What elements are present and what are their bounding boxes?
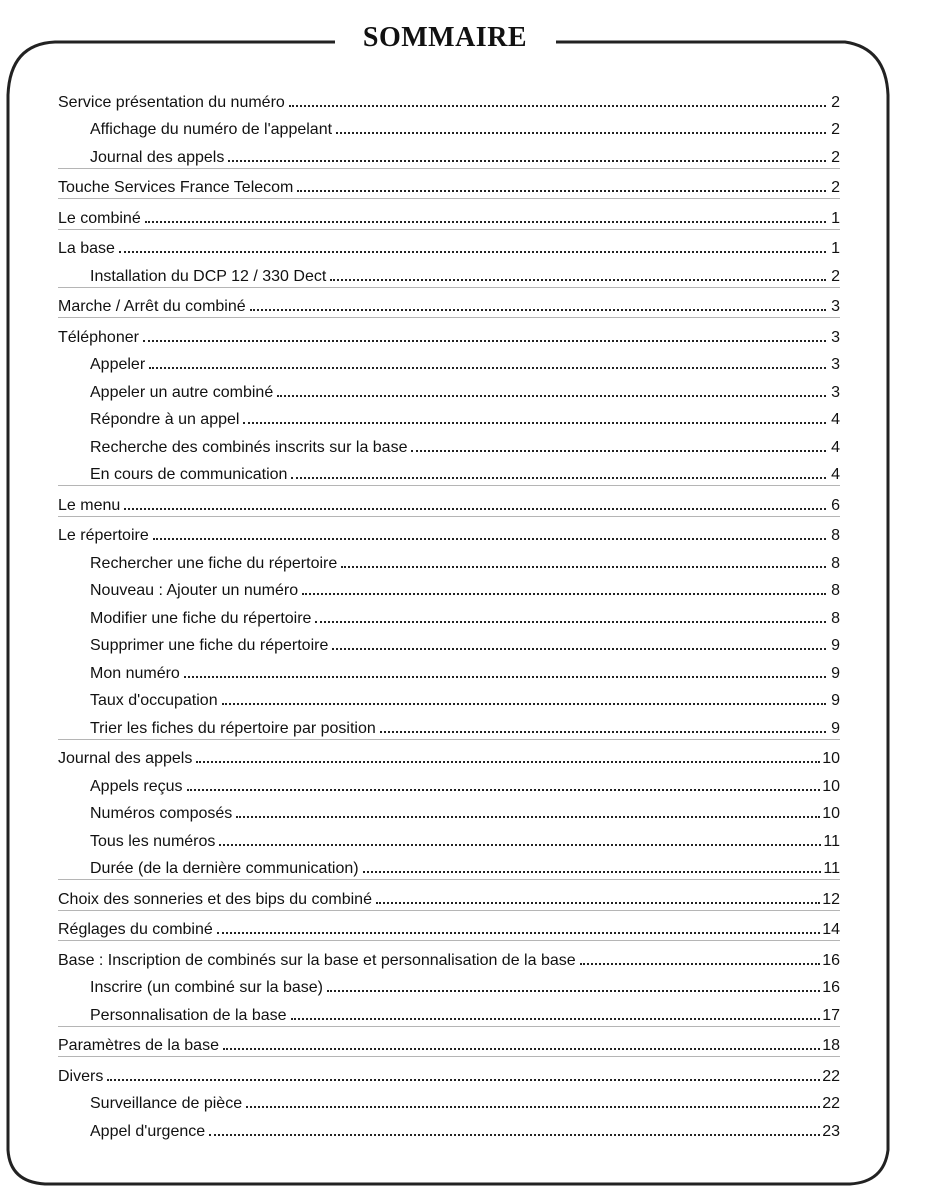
toc-entry	[58, 374, 840, 402]
toc-entry-page-number: 2	[831, 267, 840, 285]
toc-entry-label: Paramètres de la base	[58, 1037, 219, 1054]
toc-entry-page-number: 4	[831, 438, 840, 456]
dot-leader	[411, 449, 826, 452]
toc-entry-label: Journal des appels	[58, 750, 193, 767]
toc-entry	[58, 112, 840, 140]
toc-entry-page-number: 6	[831, 496, 840, 514]
dot-leader	[380, 730, 826, 733]
toc-entry	[58, 1086, 840, 1114]
toc-entry-label: Base : Inscription de combinés sur la base et personnalisation de la base	[58, 951, 576, 969]
toc-entry-page-number: 4	[831, 411, 840, 428]
toc-entry	[58, 796, 840, 824]
toc-entry-page-number: 10	[822, 805, 840, 822]
toc-entry-label: Journal des appels	[90, 148, 225, 166]
toc-entry	[58, 1113, 840, 1141]
dot-leader	[327, 989, 820, 992]
toc-entry-page-number: 3	[831, 328, 840, 346]
toc-entry-label: Trier les fiches du répertoire par position	[90, 719, 376, 737]
dot-leader	[363, 870, 822, 873]
toc-entry-page-number: 17	[822, 1006, 840, 1024]
toc-entry-page-number: 10	[822, 777, 840, 795]
toc-entry	[58, 168, 840, 198]
toc-entry	[58, 940, 840, 970]
toc-entry	[58, 768, 840, 796]
dot-leader	[291, 1017, 821, 1020]
toc-entry-label: Recherche des combinés inscrits sur la base	[90, 438, 408, 456]
dot-leader	[124, 507, 826, 510]
toc-entry-label: Téléphoner	[58, 328, 139, 346]
toc-entry-page-number: 2	[831, 179, 840, 196]
dot-leader	[184, 675, 826, 678]
toc-entry-label: Divers	[58, 1067, 104, 1085]
toc-entry-page-number: 10	[822, 750, 840, 767]
dot-leader	[291, 476, 826, 479]
dot-leader	[243, 421, 826, 424]
toc-entry-page-number: 9	[831, 664, 840, 682]
dot-leader	[332, 647, 826, 650]
toc-entry-label: La base	[58, 240, 115, 257]
toc-entry-label: Personnalisation de la base	[90, 1006, 287, 1024]
toc-entry-page-number: 22	[822, 1095, 840, 1112]
toc-entry-page-number: 12	[822, 890, 840, 908]
toc-entry-page-number: 1	[831, 209, 840, 227]
toc-entry-page-number: 11	[823, 860, 840, 877]
toc-entry-page-number: 23	[822, 1122, 840, 1140]
toc-entry	[58, 851, 840, 879]
toc-entry-page-number: 3	[831, 383, 840, 401]
toc-entry-label: Appeler	[90, 356, 146, 373]
toc-entry	[58, 879, 840, 909]
toc-entry-label: Modifier une fiche du répertoire	[90, 609, 312, 627]
toc-entry-page-number: 1	[831, 240, 840, 257]
toc-entry-label: Rechercher une fiche du répertoire	[90, 554, 338, 572]
toc-entry	[58, 573, 840, 601]
toc-entry-label: Affichage du numéro de l'appelant	[90, 121, 333, 138]
dot-leader	[153, 537, 826, 540]
toc-entry	[58, 655, 840, 683]
dot-leader	[250, 308, 826, 311]
dot-leader	[297, 189, 826, 192]
toc-entry-page-number: 22	[822, 1067, 840, 1085]
toc-entry-label: Le répertoire	[58, 527, 149, 544]
toc-entry-label: En cours de communication	[90, 466, 288, 483]
dot-leader	[187, 788, 821, 791]
toc-entry-label: Inscrire (un combiné sur la base)	[90, 979, 323, 996]
toc-entry-label: Nouveau : Ajouter un numéro	[90, 582, 299, 599]
toc-entry-page-number: 4	[831, 466, 840, 483]
toc-entry	[58, 600, 840, 628]
dot-leader	[315, 620, 826, 623]
dot-leader	[196, 760, 820, 763]
toc-entry-page-number: 8	[831, 609, 840, 627]
toc-entry-page-number: 16	[822, 979, 840, 996]
dot-leader	[246, 1105, 820, 1108]
dot-leader	[336, 131, 826, 134]
toc-entry-label: Tous les numéros	[90, 832, 216, 850]
table-of-contents	[58, 84, 840, 1141]
toc-entry-label: Appel d'urgence	[90, 1122, 206, 1140]
toc-entry	[58, 317, 840, 347]
toc-entry	[58, 739, 840, 769]
toc-entry	[58, 823, 840, 851]
toc-entry	[58, 545, 840, 573]
toc-entry-label: Réglages du combiné	[58, 921, 213, 938]
toc-entry	[58, 997, 840, 1025]
toc-entry-page-number: 8	[831, 527, 840, 544]
toc-entry	[58, 1056, 840, 1086]
dot-leader	[223, 1047, 820, 1050]
toc-entry-label: Taux d'occupation	[90, 692, 218, 709]
toc-entry-page-number: 2	[831, 121, 840, 138]
dot-leader	[143, 339, 826, 342]
toc-entry-label: Supprimer une fiche du répertoire	[90, 637, 329, 654]
toc-entry-page-number: 2	[831, 148, 840, 166]
dot-leader	[277, 394, 826, 397]
toc-entry-page-number: 8	[831, 554, 840, 572]
toc-entry	[58, 258, 840, 286]
toc-entry	[58, 970, 840, 998]
dot-leader	[341, 565, 826, 568]
toc-entry	[58, 229, 840, 259]
toc-entry	[58, 139, 840, 167]
toc-entry-page-number: 3	[831, 298, 840, 315]
dot-leader	[580, 962, 821, 965]
toc-entry	[58, 516, 840, 546]
toc-entry-label: Numéros composés	[90, 805, 233, 822]
toc-entry	[58, 485, 840, 515]
toc-entry-label: Durée (de la dernière communication)	[90, 860, 359, 877]
toc-entry-page-number: 2	[831, 93, 840, 111]
dot-leader	[222, 702, 826, 705]
toc-entry	[58, 1026, 840, 1056]
toc-entry	[58, 429, 840, 457]
toc-entry-page-number: 8	[831, 582, 840, 599]
toc-entry	[58, 457, 840, 485]
toc-entry	[58, 198, 840, 228]
dot-leader	[289, 104, 826, 107]
toc-entry	[58, 628, 840, 656]
toc-entry-label: Répondre à un appel	[90, 411, 240, 428]
dot-leader	[219, 843, 821, 846]
toc-entry-label: Mon numéro	[90, 664, 180, 682]
dot-leader	[119, 250, 826, 253]
toc-entry-page-number: 18	[822, 1037, 840, 1054]
toc-entry-label: Installation du DCP 12 / 330 Dect	[90, 267, 327, 285]
toc-entry-label: Marche / Arrêt du combiné	[58, 298, 246, 315]
toc-entry-label: Choix des sonneries et des bips du combiné	[58, 890, 372, 908]
dot-leader	[302, 592, 826, 595]
toc-entry	[58, 683, 840, 711]
toc-entry-page-number: 9	[831, 692, 840, 709]
dot-leader	[149, 366, 826, 369]
dot-leader	[376, 901, 820, 904]
toc-entry	[58, 710, 840, 738]
toc-entry-label: Le combiné	[58, 209, 141, 227]
dot-leader	[330, 278, 826, 281]
dot-leader	[217, 931, 820, 934]
toc-entry-page-number: 16	[822, 951, 840, 969]
dot-leader	[145, 220, 826, 223]
dot-leader	[209, 1133, 820, 1136]
toc-entry-page-number: 3	[831, 356, 840, 373]
toc-entry-page-number: 14	[822, 921, 840, 938]
toc-entry	[58, 84, 840, 112]
dot-leader	[107, 1078, 820, 1081]
toc-entry-label: Service présentation du numéro	[58, 93, 285, 111]
toc-entry	[58, 402, 840, 430]
toc-entry-page-number: 9	[831, 719, 840, 737]
toc-entry-label: Le menu	[58, 496, 121, 514]
toc-entry-page-number: 9	[831, 637, 840, 654]
toc-entry-label: Appels reçus	[90, 777, 183, 795]
toc-entry-label: Surveillance de pièce	[90, 1095, 243, 1112]
toc-entry-label: Appeler un autre combiné	[90, 383, 274, 401]
toc-entry-label: Touche Services France Telecom	[58, 179, 294, 196]
page-title: SOMMAIRE	[362, 22, 528, 53]
toc-entry	[58, 347, 840, 375]
toc-entry	[58, 910, 840, 940]
dot-leader	[228, 159, 826, 162]
toc-entry	[58, 287, 840, 317]
dot-leader	[236, 815, 820, 818]
toc-entry-page-number: 11	[823, 832, 840, 850]
